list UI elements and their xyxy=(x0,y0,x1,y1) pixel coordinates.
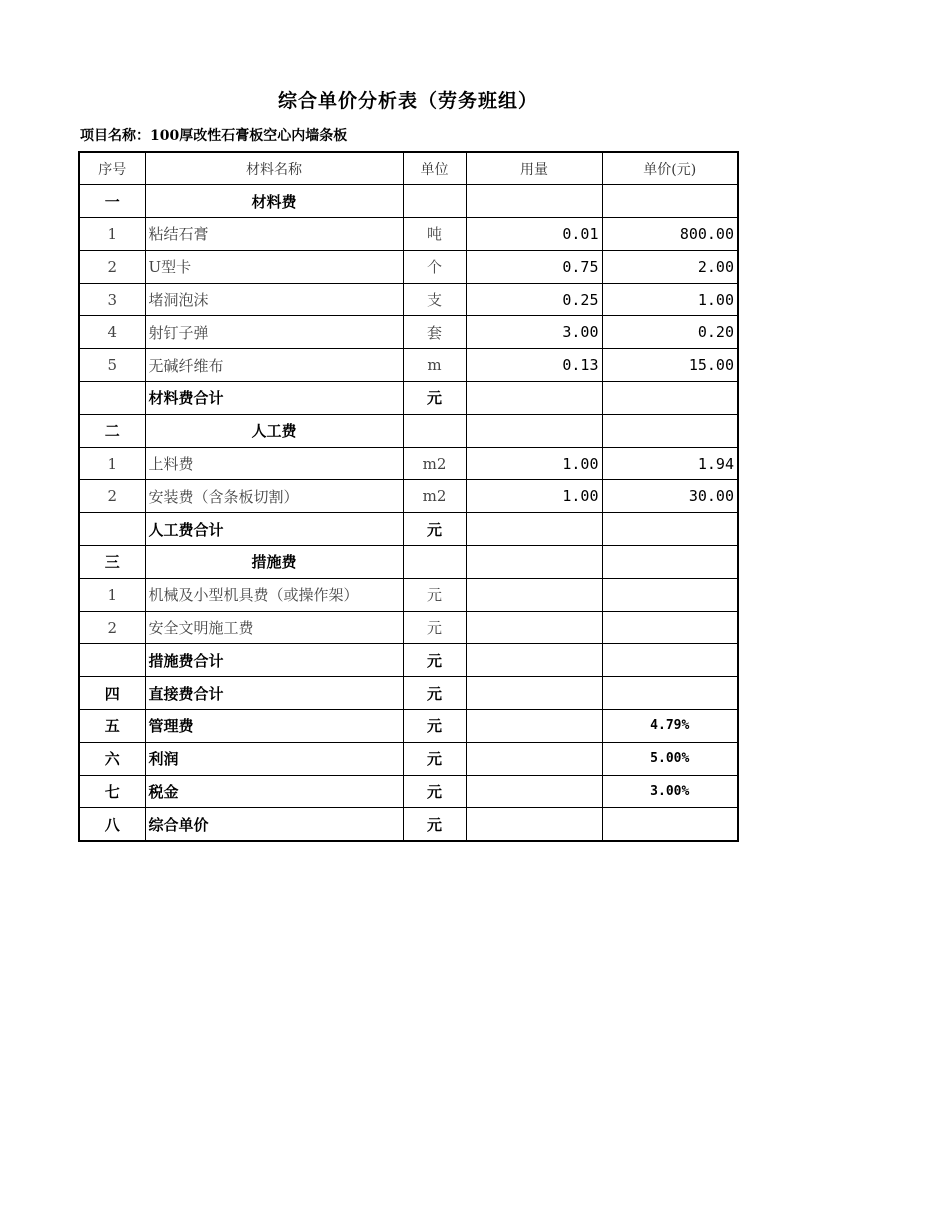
cell-seq[interactable] xyxy=(79,513,145,546)
cell-unit-price[interactable] xyxy=(602,185,738,218)
cell-seq[interactable]: 一 xyxy=(79,185,145,218)
page-title: 综合单价分析表（劳务班组） xyxy=(277,90,538,112)
cell-seq[interactable]: 三 xyxy=(79,546,145,579)
table-row xyxy=(79,480,738,513)
cell-unit[interactable]: 元 xyxy=(403,578,466,611)
cell-material-name[interactable]: 直接费合计 xyxy=(145,677,403,710)
table-row xyxy=(79,382,738,415)
header-unit-price[interactable]: 单价(元) xyxy=(602,152,738,185)
cell-quantity[interactable] xyxy=(466,546,602,579)
cell-unit[interactable]: 元 xyxy=(403,775,466,808)
table-row xyxy=(79,283,738,316)
cell-unit[interactable]: 套 xyxy=(403,316,466,349)
cell-seq[interactable] xyxy=(79,644,145,677)
cell-seq[interactable]: 七 xyxy=(79,775,145,808)
cell-seq[interactable] xyxy=(79,382,145,415)
cell-material-name[interactable]: 堵洞泡沫 xyxy=(145,283,403,316)
cell-unit[interactable]: m2 xyxy=(403,447,466,480)
cell-quantity[interactable] xyxy=(466,677,602,710)
header-quantity[interactable]: 用量 xyxy=(466,152,602,185)
cell-unit-price[interactable]: 5.00% xyxy=(602,742,738,775)
table-row xyxy=(79,710,738,743)
cell-material-name[interactable]: 综合单价 xyxy=(145,808,403,841)
cell-quantity[interactable] xyxy=(466,742,602,775)
unit-price-analysis-table xyxy=(78,151,739,842)
cell-quantity[interactable] xyxy=(466,185,602,218)
cell-unit[interactable]: m xyxy=(403,349,466,382)
header-material-name[interactable]: 材料名称 xyxy=(145,152,403,185)
cell-unit-price[interactable] xyxy=(602,414,738,447)
cell-unit[interactable]: 支 xyxy=(403,283,466,316)
cell-unit-price[interactable] xyxy=(602,808,738,841)
cell-quantity[interactable]: 0.13 xyxy=(466,349,602,382)
cell-unit[interactable]: 元 xyxy=(403,677,466,710)
cell-quantity[interactable]: 0.75 xyxy=(466,250,602,283)
cell-material-name[interactable]: 措施费 xyxy=(145,546,403,579)
cell-quantity[interactable] xyxy=(466,644,602,677)
cell-material-name[interactable]: 材料费 xyxy=(145,185,403,218)
cell-unit-price[interactable] xyxy=(602,644,738,677)
cell-unit[interactable]: 元 xyxy=(403,513,466,546)
table-row xyxy=(79,349,738,382)
cell-unit-price[interactable]: 4.79% xyxy=(602,710,738,743)
table-row xyxy=(79,316,738,349)
cell-unit-price[interactable]: 15.00 xyxy=(602,349,738,382)
cell-seq[interactable]: 1 xyxy=(79,218,145,251)
cell-unit-price[interactable]: 3.00% xyxy=(602,775,738,808)
cell-unit-price[interactable]: 30.00 xyxy=(602,480,738,513)
cell-unit-price[interactable] xyxy=(602,677,738,710)
cell-quantity[interactable]: 1.00 xyxy=(466,447,602,480)
cell-seq[interactable]: 1 xyxy=(79,447,145,480)
cell-material-name[interactable]: 人工费合计 xyxy=(145,513,403,546)
cell-unit[interactable]: 元 xyxy=(403,710,466,743)
cell-material-name[interactable]: 管理费 xyxy=(145,710,403,743)
cell-quantity[interactable] xyxy=(466,611,602,644)
table-row xyxy=(79,218,738,251)
cell-seq[interactable]: 1 xyxy=(79,578,145,611)
cell-unit-price[interactable] xyxy=(602,513,738,546)
cell-unit[interactable]: 吨 xyxy=(403,218,466,251)
cell-quantity[interactable]: 1.00 xyxy=(466,480,602,513)
table-row xyxy=(79,742,738,775)
cell-material-name[interactable]: 人工费 xyxy=(145,414,403,447)
header-unit[interactable]: 单位 xyxy=(403,152,466,185)
cell-unit[interactable]: 元 xyxy=(403,644,466,677)
cell-unit[interactable] xyxy=(403,185,466,218)
cell-unit-price[interactable]: 2.00 xyxy=(602,250,738,283)
table-row xyxy=(79,513,738,546)
cell-seq[interactable]: 3 xyxy=(79,283,145,316)
cell-material-name[interactable]: 安装费（含条板切割） xyxy=(145,480,403,513)
cell-seq[interactable]: 四 xyxy=(79,677,145,710)
cell-seq[interactable]: 2 xyxy=(79,611,145,644)
cell-unit[interactable]: 元 xyxy=(403,742,466,775)
cell-quantity[interactable]: 0.01 xyxy=(466,218,602,251)
cell-unit-price[interactable] xyxy=(602,382,738,415)
cell-material-name[interactable]: 措施费合计 xyxy=(145,644,403,677)
table-row xyxy=(79,447,738,480)
cell-quantity[interactable] xyxy=(466,775,602,808)
table-row xyxy=(79,414,738,447)
table-row xyxy=(79,808,738,841)
cell-unit[interactable]: 元 xyxy=(403,808,466,841)
cell-material-name[interactable]: U型卡 xyxy=(145,250,403,283)
cell-unit-price[interactable] xyxy=(602,611,738,644)
cell-unit-price[interactable]: 800.00 xyxy=(602,218,738,251)
table-row xyxy=(79,677,738,710)
table-row xyxy=(79,185,738,218)
cell-material-name[interactable]: 安全文明施工费 xyxy=(145,611,403,644)
cell-quantity[interactable] xyxy=(466,808,602,841)
table-header-row xyxy=(79,152,738,185)
cell-seq[interactable]: 二 xyxy=(79,414,145,447)
cell-quantity[interactable] xyxy=(466,710,602,743)
cell-seq[interactable]: 4 xyxy=(79,316,145,349)
project-name-label: 项目名称：100厚改性石膏板空心内墙条板 xyxy=(80,128,348,144)
cell-seq[interactable]: 八 xyxy=(79,808,145,841)
cell-quantity[interactable]: 3.00 xyxy=(466,316,602,349)
cell-unit-price[interactable]: 0.20 xyxy=(602,316,738,349)
cell-quantity[interactable]: 0.25 xyxy=(466,283,602,316)
cell-unit-price[interactable] xyxy=(602,578,738,611)
cell-unit[interactable]: 元 xyxy=(403,611,466,644)
cell-unit[interactable] xyxy=(403,414,466,447)
table-row xyxy=(79,611,738,644)
cell-material-name[interactable]: 税金 xyxy=(145,775,403,808)
cell-seq[interactable]: 2 xyxy=(79,250,145,283)
table-row xyxy=(79,775,738,808)
table-row xyxy=(79,578,738,611)
cell-unit-price[interactable]: 1.94 xyxy=(602,447,738,480)
header-seq[interactable]: 序号 xyxy=(79,152,145,185)
table-row xyxy=(79,250,738,283)
cell-seq[interactable]: 六 xyxy=(79,742,145,775)
cell-material-name[interactable]: 无碱纤维布 xyxy=(145,349,403,382)
cell-unit[interactable]: 元 xyxy=(403,382,466,415)
cell-unit[interactable]: m2 xyxy=(403,480,466,513)
cell-material-name[interactable]: 材料费合计 xyxy=(145,382,403,415)
cell-seq[interactable]: 五 xyxy=(79,710,145,743)
cell-seq[interactable]: 5 xyxy=(79,349,145,382)
cell-seq[interactable]: 2 xyxy=(79,480,145,513)
cell-quantity[interactable] xyxy=(466,382,602,415)
table-row xyxy=(79,546,738,579)
cell-unit-price[interactable] xyxy=(602,546,738,579)
cell-material-name[interactable]: 上料费 xyxy=(145,447,403,480)
cell-unit[interactable]: 个 xyxy=(403,250,466,283)
cell-material-name[interactable]: 射钉子弹 xyxy=(145,316,403,349)
cell-quantity[interactable] xyxy=(466,513,602,546)
cell-material-name[interactable]: 粘结石膏 xyxy=(145,218,403,251)
cell-material-name[interactable]: 利润 xyxy=(145,742,403,775)
cell-unit[interactable] xyxy=(403,546,466,579)
cell-unit-price[interactable]: 1.00 xyxy=(602,283,738,316)
table-row xyxy=(79,644,738,677)
cell-material-name[interactable]: 机械及小型机具费（或操作架） xyxy=(145,578,403,611)
cell-quantity[interactable] xyxy=(466,578,602,611)
cell-quantity[interactable] xyxy=(466,414,602,447)
